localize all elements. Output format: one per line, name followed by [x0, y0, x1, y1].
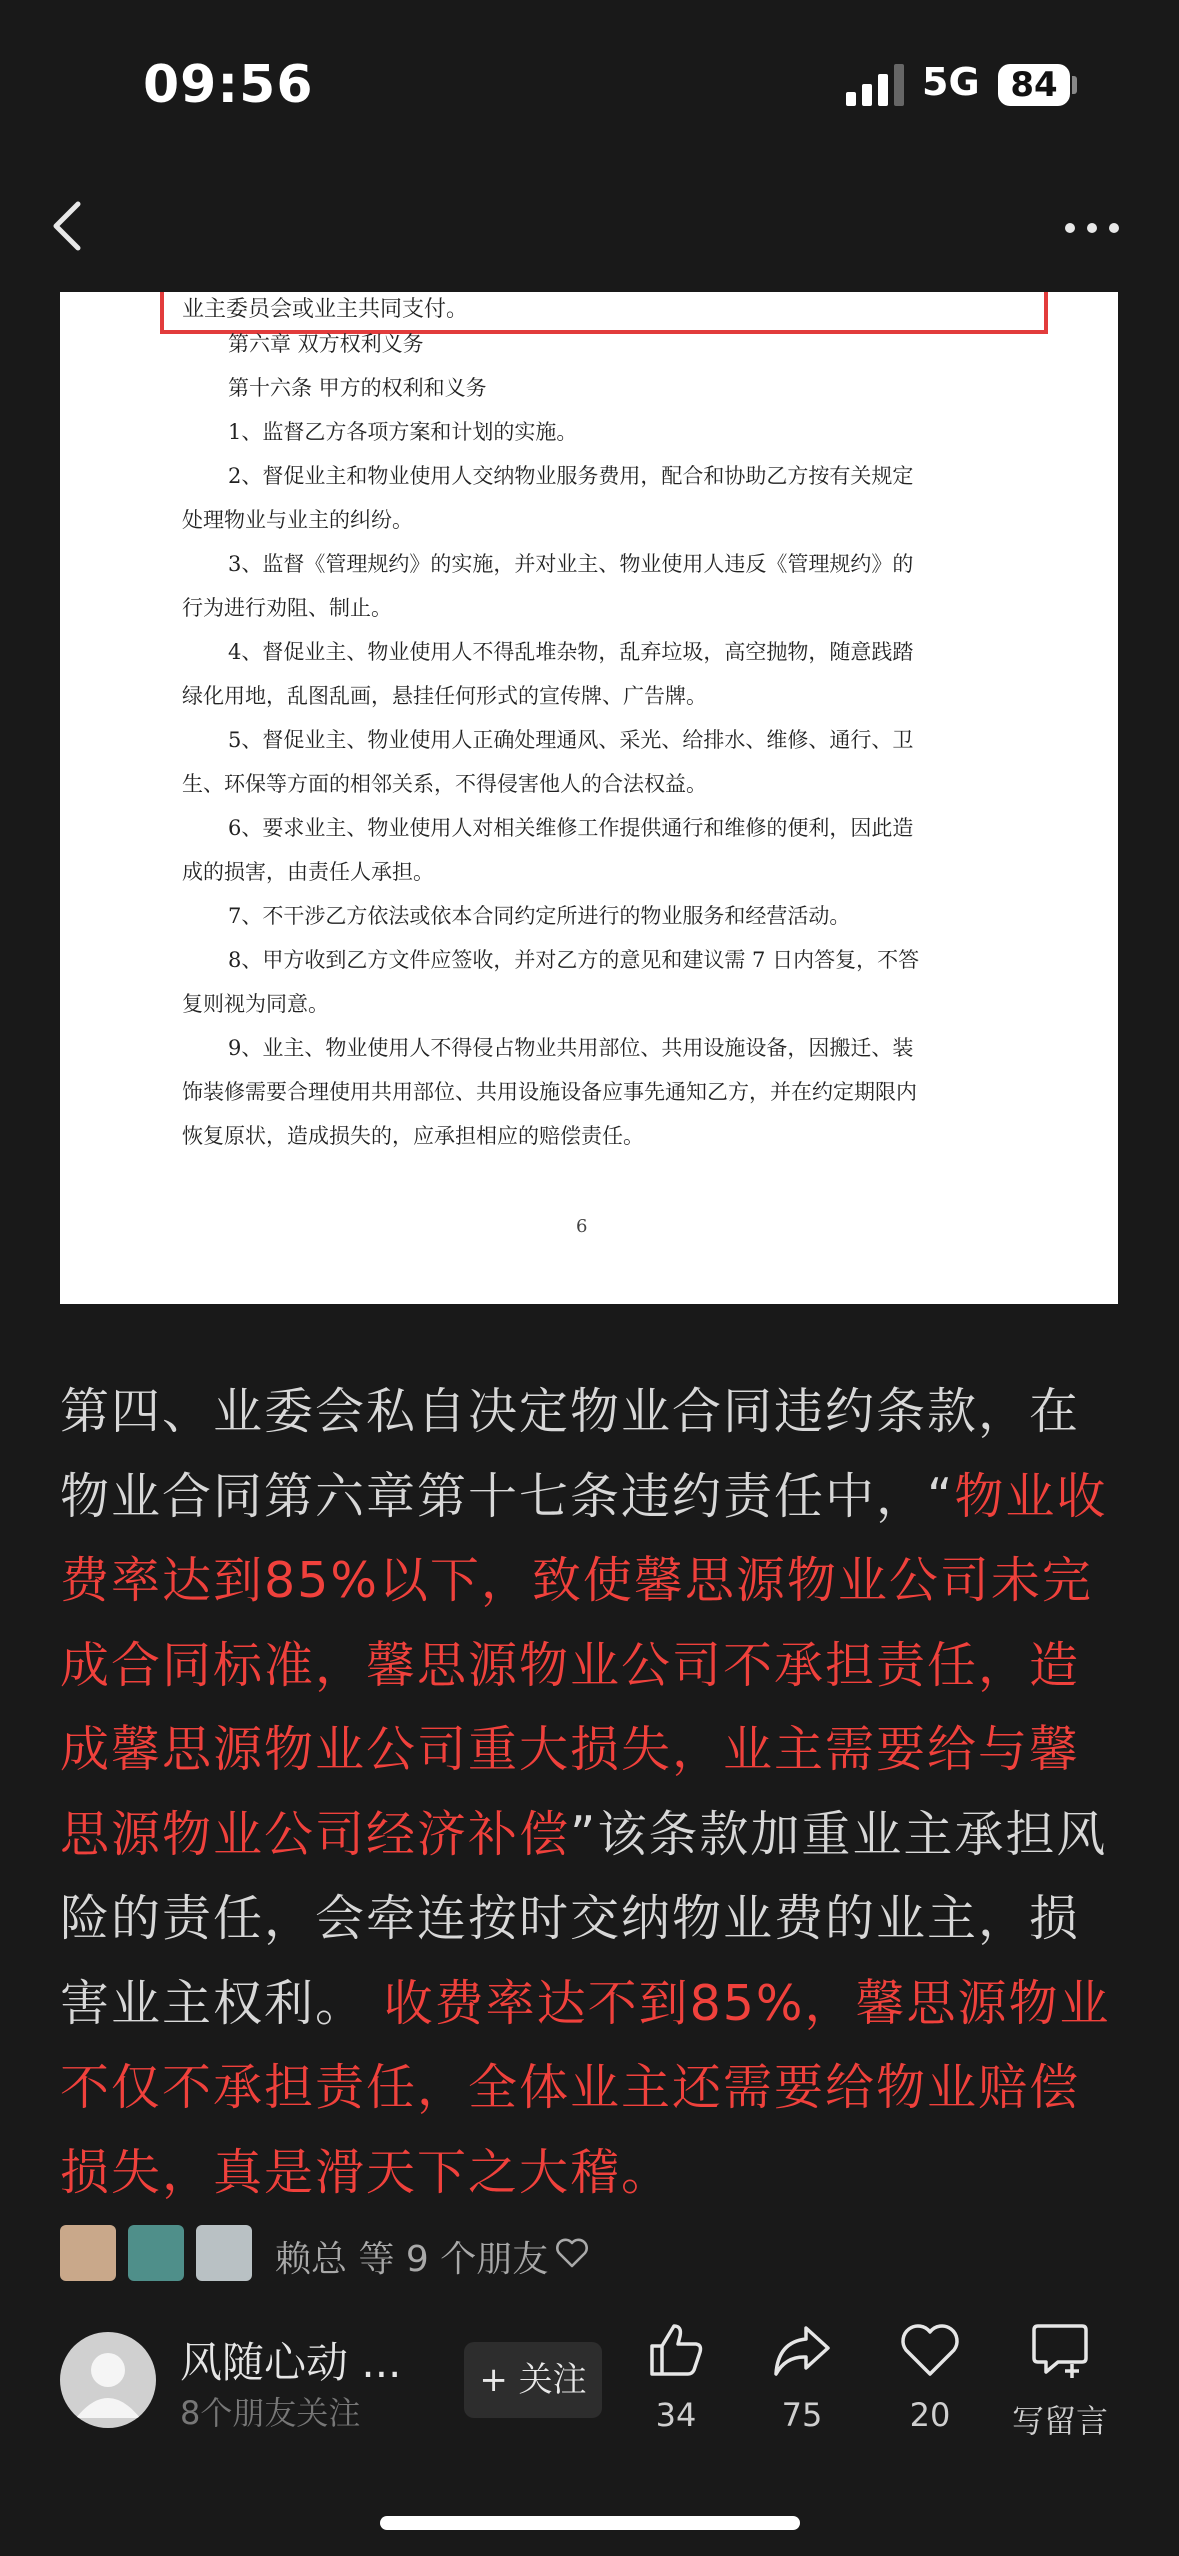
more-dots-icon[interactable]	[1062, 208, 1122, 248]
doc-line: 1、监督乙方各项方案和计划的实施。	[228, 420, 578, 444]
comment-icon	[1028, 2320, 1092, 2380]
doc-page-number: 6	[576, 1216, 588, 1237]
doc-line: 成的损害，由责任人承担。	[182, 860, 434, 884]
share-count: 75	[781, 2396, 823, 2434]
doc-line: 第十六条 甲方的权利和义务	[228, 376, 487, 400]
article-body	[60, 1370, 1120, 2215]
document-image[interactable]	[60, 292, 1118, 1304]
thumbs-up-icon	[644, 2320, 708, 2380]
doc-line: 恢复原状，造成损失的，应承担相应的赔偿责任。	[182, 1124, 644, 1148]
share-button[interactable]	[752, 2320, 852, 2434]
doc-line: 饰装修需要合理使用共用部位、共用设施设备应事先通知乙方，并在约定期限内	[182, 1080, 917, 1104]
heart-icon	[898, 2320, 962, 2380]
like-button[interactable]	[626, 2320, 726, 2434]
friends-text: 赖总 等 9 个朋友	[275, 2239, 549, 2280]
battery-tip	[1072, 76, 1077, 94]
author-avatar[interactable]	[60, 2332, 156, 2428]
like-count: 34	[655, 2396, 697, 2434]
comment-button[interactable]	[1010, 2320, 1110, 2442]
author-subtitle: 8个朋友关注	[180, 2394, 361, 2432]
doc-line: 2、督促业主和物业使用人交纳物业服务费用，配合和协助乙方按有关规定	[228, 464, 914, 488]
doc-line: 6、要求业主、物业使用人对相关维修工作提供通行和维修的便利，因此造	[228, 816, 914, 840]
doc-line: 8、甲方收到乙方文件应签收，并对乙方的意见和建议需 7 日内答复，不答	[228, 948, 920, 972]
doc-line: 生、环保等方面的相邻关系，不得侵害他人的合法权益。	[182, 772, 707, 796]
status-time: 09:56	[143, 55, 314, 115]
article-text-red-2: 收费率达不到85%，馨思源物业不仅不承担责任，全体业主还需要给物业赔偿损失，真是滑天下之大稽。	[60, 1974, 1111, 2201]
status-bar	[0, 0, 1179, 170]
article-text-red-1: 物业收费率达到85%以下，致使馨思源物业公司未完成合同标准，馨思源物业公司不承担责任，造成馨思源物业公司重大损失，业主需要给与馨思源物业公司经济补偿	[60, 1467, 1108, 1863]
friend-avatar	[196, 2225, 252, 2281]
favorite-count: 20	[909, 2396, 951, 2434]
chevron-left-icon[interactable]	[40, 196, 100, 256]
heart-outline-icon	[555, 2237, 589, 2269]
battery-icon: 84	[998, 64, 1070, 106]
signal-icon	[846, 64, 908, 106]
article-text-2: ”该条款加重业主承担风险的责任，会牵连按时交纳物业费的业主，损害业主权利。	[60, 1805, 1108, 2032]
follow-button[interactable]: + 关注	[464, 2342, 602, 2418]
doc-line: 行为进行劝阻、制止。	[182, 596, 392, 620]
bottom-action-bar	[0, 2320, 1179, 2460]
share-icon	[770, 2320, 834, 2380]
doc-line: 4、督促业主、物业使用人不得乱堆杂物，乱弃垃圾，高空抛物，随意践踏	[228, 640, 914, 664]
doc-line: 第六章 双方权利义务	[228, 332, 424, 356]
friend-avatar	[60, 2225, 116, 2281]
doc-line: 7、不干涉乙方依法或依本合同约定所进行的物业服务和经营活动。	[228, 904, 851, 928]
network-label: 5G	[922, 60, 980, 104]
author-name[interactable]: 风随心动 ...	[180, 2338, 402, 2387]
article-text-1: 第四、业委会私自决定物业合同违约条款，在物业合同第六章第十七条违约责任中，“	[60, 1383, 1081, 1525]
favorite-button[interactable]	[880, 2320, 980, 2434]
comment-label: 写留言	[1011, 2402, 1108, 2440]
doc-highlight-text: 业主委员会或业主共同支付。	[182, 297, 469, 322]
user-silhouette-icon	[60, 2332, 156, 2428]
doc-line: 3、监督《管理规约》的实施，并对业主、物业使用人违反《管理规约》的	[228, 552, 914, 576]
doc-line: 9、业主、物业使用人不得侵占物业共用部位、共用设施设备，因搬迁、装	[228, 1036, 914, 1060]
doc-line: 绿化用地，乱图乱画，悬挂任何形式的宣传牌、广告牌。	[182, 684, 707, 708]
home-indicator[interactable]	[380, 2516, 800, 2530]
doc-line: 5、督促业主、物业使用人正确处理通风、采光、给排水、维修、通行、卫	[228, 728, 914, 752]
friend-avatar	[128, 2225, 184, 2281]
doc-line: 处理物业与业主的纠纷。	[182, 508, 413, 532]
doc-line: 复则视为同意。	[182, 992, 329, 1016]
